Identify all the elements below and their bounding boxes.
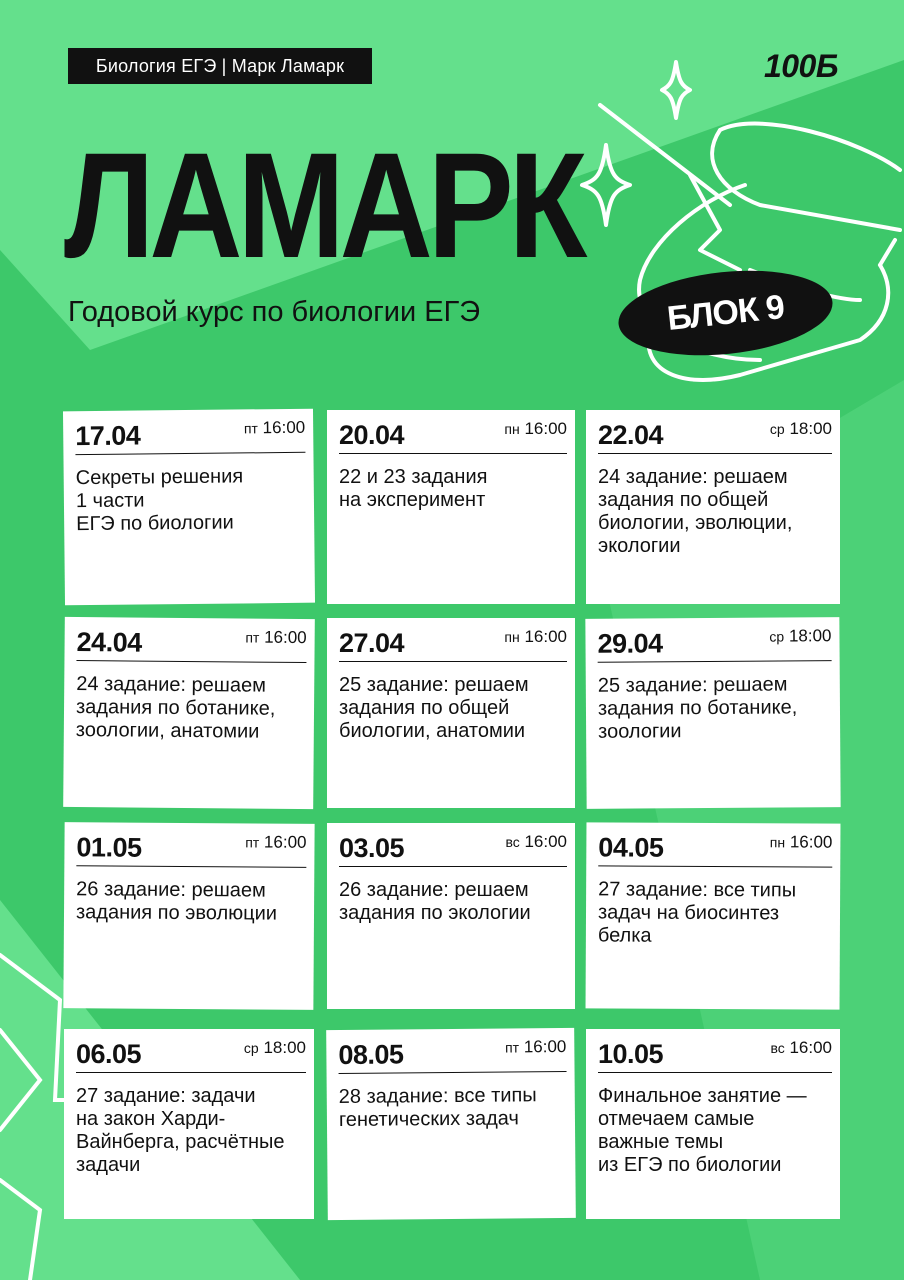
lesson-description: 24 задание: решаем задания по общей биологии, эволюции, экологии [598, 466, 793, 557]
lesson-date: 24.04 [76, 627, 142, 658]
lesson-description: 27 задание: задачи на закон Харди- Вайнберга, расчётные задачи [76, 1085, 285, 1176]
lesson-weekday: пн [769, 834, 786, 851]
lesson-card [585, 617, 840, 809]
lesson-header [339, 419, 567, 454]
lesson-date: 17.04 [75, 420, 141, 452]
lesson-date: 06.05 [76, 1039, 142, 1069]
page-title: ЛАМАРК [64, 121, 583, 289]
lesson-time [505, 1037, 566, 1058]
lesson-weekday: вс [770, 1040, 785, 1056]
lesson-card [327, 618, 575, 808]
lesson-header [76, 834, 306, 868]
lesson-weekday: пт [245, 834, 260, 851]
lesson-date: 20.04 [339, 420, 405, 450]
lesson-hour: 18:00 [789, 419, 832, 438]
lesson-time [770, 419, 832, 439]
lesson-hour: 16:00 [789, 1038, 832, 1057]
lesson-card [63, 822, 314, 1010]
lesson-hour: 18:00 [263, 1038, 306, 1057]
lesson-weekday: пт [245, 629, 260, 646]
lesson-hour: 16:00 [524, 832, 567, 851]
lesson-date: 03.05 [339, 833, 405, 863]
lesson-date: 08.05 [338, 1039, 404, 1070]
lesson-card [327, 410, 575, 604]
lesson-description: 26 задание: решаем задания по эволюции [75, 878, 278, 925]
lesson-weekday: ср [769, 628, 785, 645]
lesson-weekday: пт [504, 1039, 520, 1056]
lesson-date: 27.04 [339, 628, 405, 658]
lesson-time [244, 1038, 306, 1058]
lesson-header [76, 629, 306, 663]
lesson-date: 04.05 [598, 832, 664, 863]
lesson-header [597, 626, 832, 663]
lesson-description: 24 задание: решаем задания по ботанике, зоологии, анатомии [75, 673, 276, 743]
lesson-header [598, 834, 832, 867]
lesson-card [586, 410, 840, 604]
lesson-weekday: пн [504, 421, 520, 437]
lesson-hour: 16:00 [524, 627, 567, 646]
lesson-card [586, 1029, 840, 1219]
lesson-time [245, 832, 306, 852]
lesson-weekday: ср [243, 1040, 259, 1056]
lesson-hour: 16:00 [789, 832, 833, 852]
page-subtitle: Годовой курс по биологии ЕГЭ [68, 296, 481, 328]
lesson-weekday: ср [769, 421, 785, 437]
course-tag: Биология ЕГЭ | Марк Ламарк [68, 48, 372, 84]
lesson-date: 01.05 [76, 832, 142, 863]
lesson-weekday: пт [243, 420, 258, 437]
lesson-time [505, 832, 567, 852]
lesson-time [244, 418, 305, 439]
lesson-header [75, 417, 306, 455]
lesson-time [770, 1038, 832, 1058]
lesson-header [339, 627, 567, 662]
lesson-card [64, 1029, 314, 1219]
lesson-time [504, 627, 567, 647]
lesson-header [338, 1036, 567, 1074]
lesson-header [339, 832, 567, 867]
lesson-description: 25 задание: решаем задания по общей биологии, анатомии [339, 674, 529, 742]
lesson-header [598, 1038, 832, 1073]
lesson-hour: 16:00 [263, 832, 307, 852]
lesson-time [504, 419, 567, 439]
lesson-date: 29.04 [597, 628, 663, 659]
lesson-header [76, 1038, 306, 1073]
lesson-time [245, 627, 306, 648]
lesson-card [326, 1028, 576, 1220]
lesson-description: 27 задание: все типы задач на биосинтез белка [597, 878, 797, 947]
lesson-description: 26 задание: решаем задания по экологии [339, 879, 531, 924]
lesson-hour: 16:00 [523, 1036, 567, 1057]
lesson-hour: 16:00 [262, 417, 306, 438]
lesson-header [598, 419, 832, 454]
lesson-weekday: вс [505, 834, 520, 850]
lesson-description: 25 задание: решаем задания по ботанике, зоологии [597, 673, 798, 743]
lesson-date: 10.05 [598, 1039, 664, 1069]
lesson-weekday: пн [504, 629, 520, 645]
lesson-date: 22.04 [598, 420, 664, 450]
lesson-card [63, 409, 315, 606]
lesson-time [770, 832, 833, 852]
lesson-description: 22 и 23 задания на эксперимент [339, 466, 488, 511]
brand-logo: 100Б [763, 48, 838, 84]
lesson-card [63, 617, 315, 809]
lesson-card [327, 823, 575, 1009]
lesson-hour: 16:00 [524, 419, 567, 438]
lesson-description: 28 задание: все типы генетических задач [338, 1084, 537, 1131]
lesson-card [586, 822, 841, 1009]
lesson-time [769, 626, 831, 646]
block-badge: БЛОК 9 [614, 261, 836, 365]
lesson-hour: 16:00 [264, 627, 307, 648]
lesson-description: Финальное занятие — отмечаем самые важные темы из ЕГЭ по биологии [598, 1085, 807, 1176]
lesson-hour: 18:00 [788, 626, 832, 646]
lesson-description: Секреты решения 1 части ЕГЭ по биологии [75, 465, 244, 536]
